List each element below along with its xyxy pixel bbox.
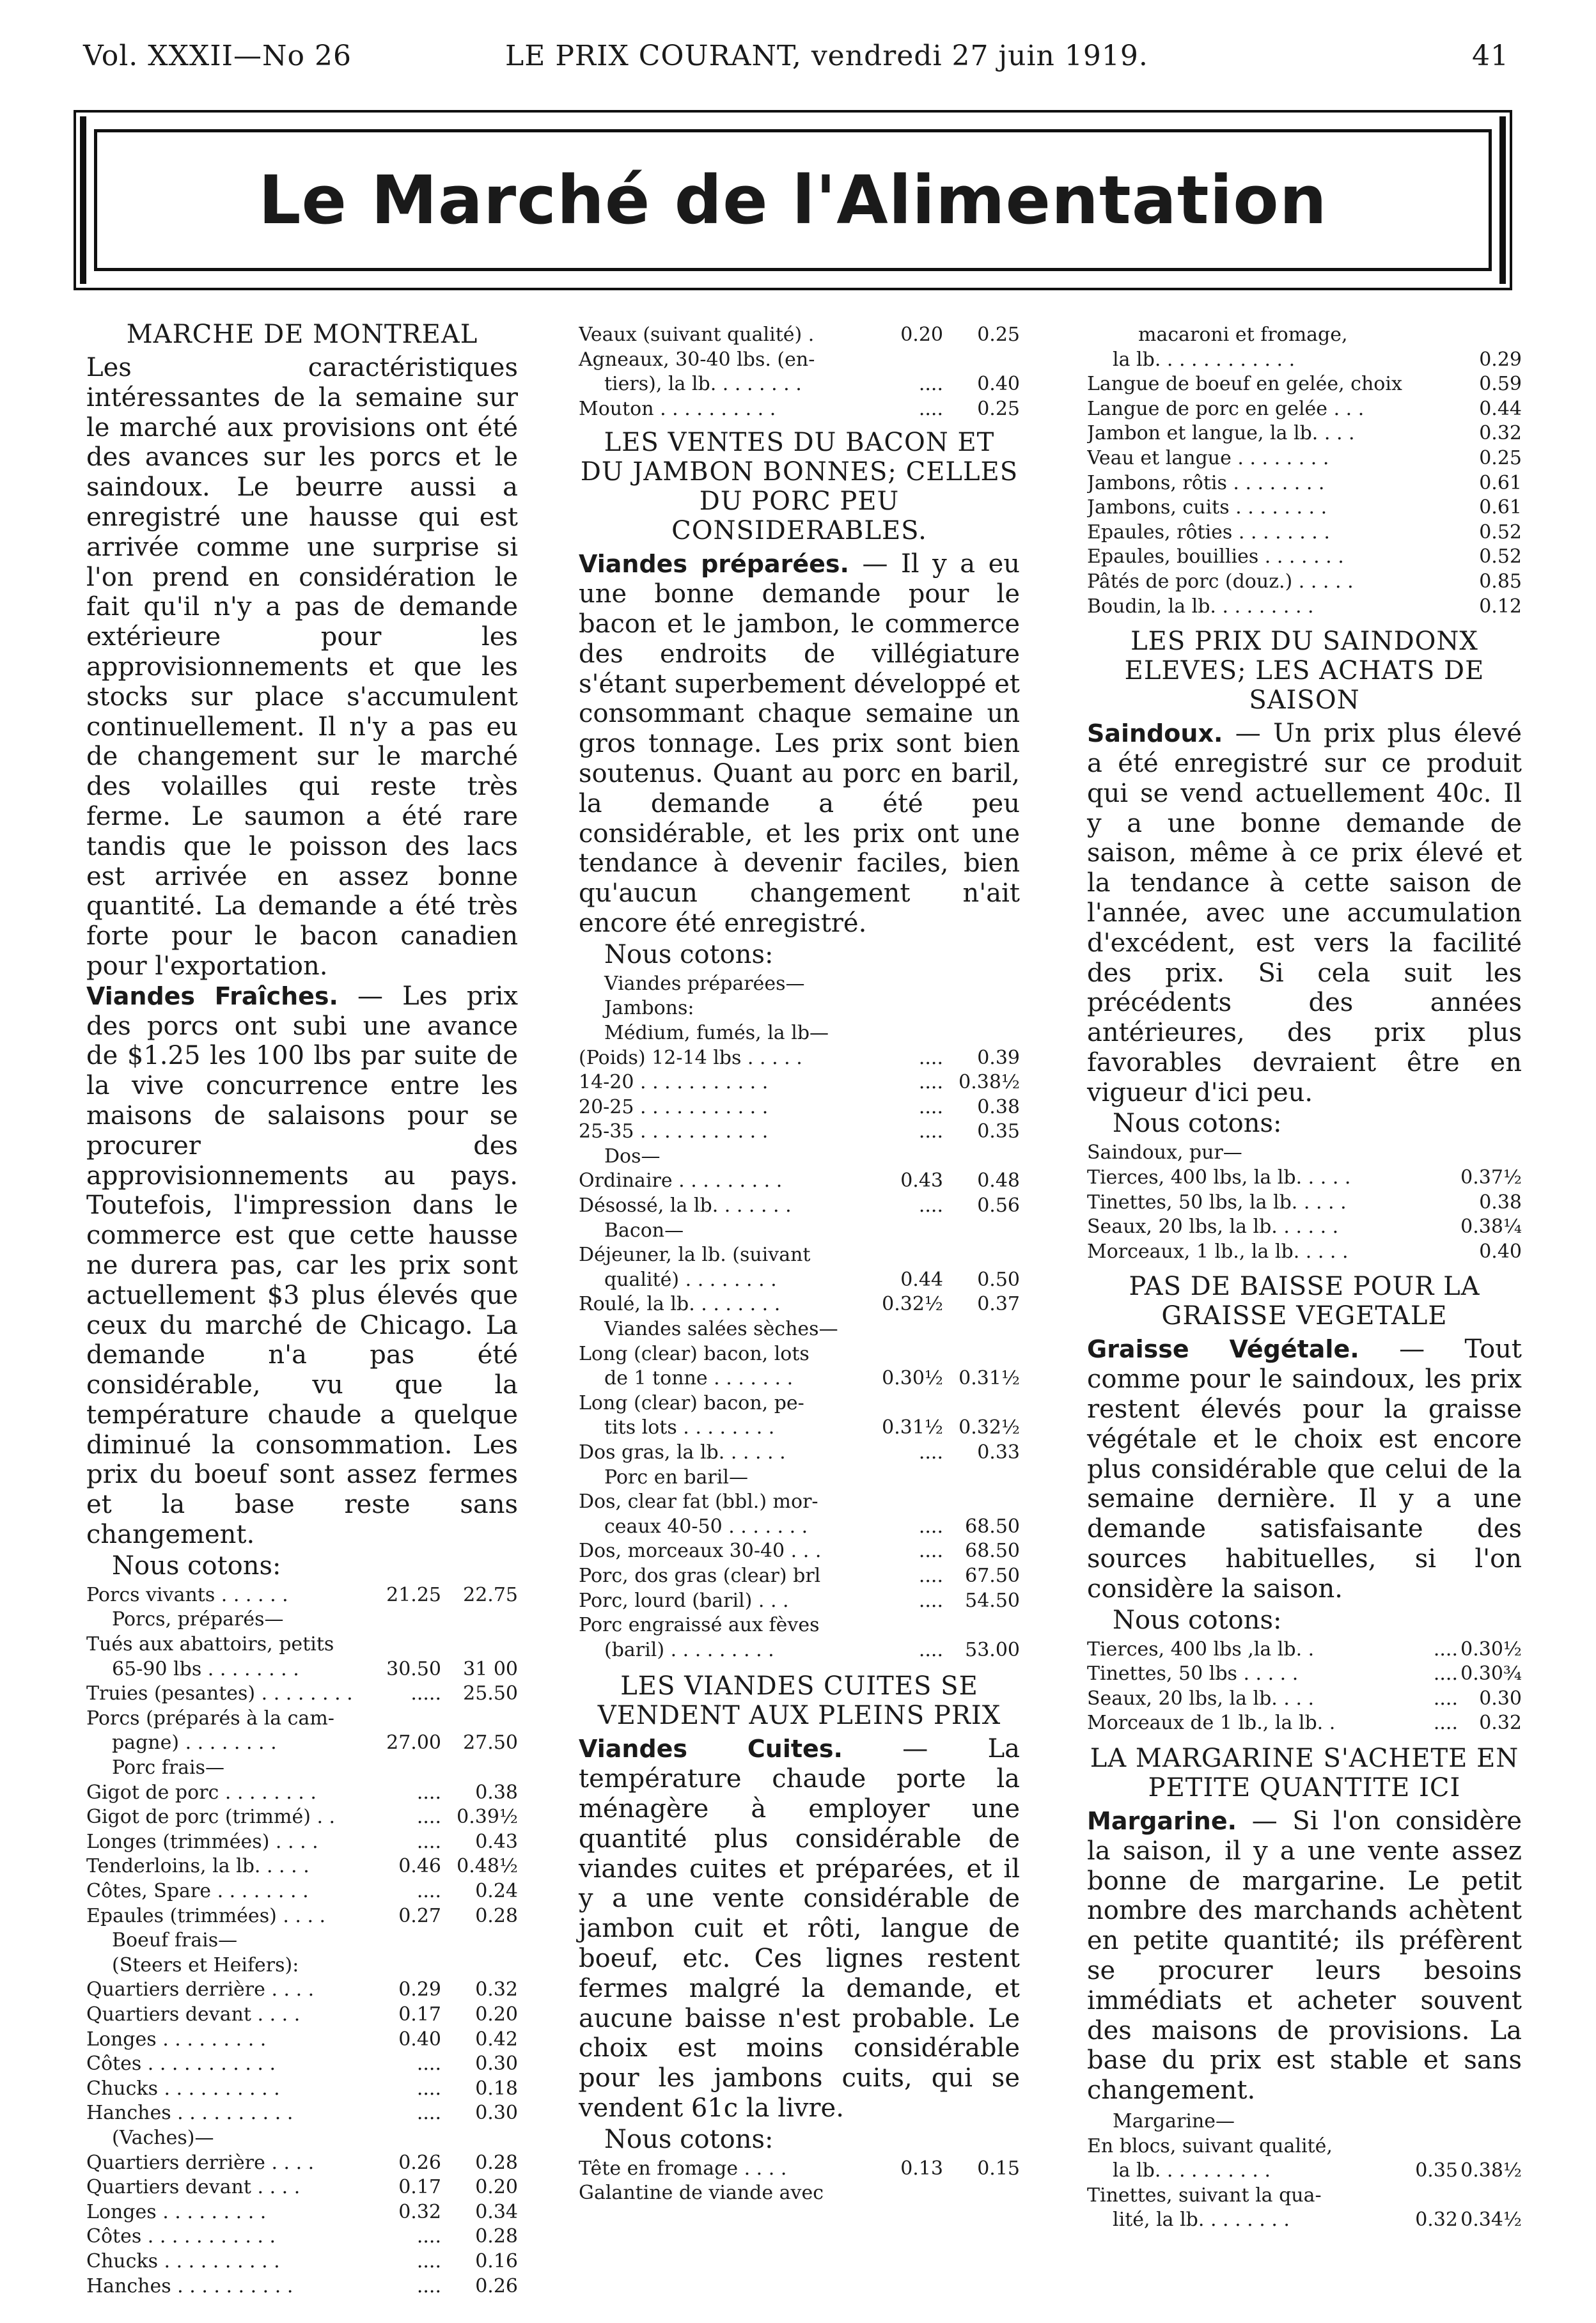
price-row: Veau et langue . . . . . . . . 0.25 [1087,446,1522,469]
price-row: Côtes . . . . . . . . . . . .... 0.28 [86,2225,518,2248]
price-row: Jambons, rôtis . . . . . . . . 0.61 [1087,471,1522,494]
price-row: Mouton . . . . . . . . . . .... 0.25 [579,397,1020,420]
price-subheading: Tués aux abattoirs, petits [86,1633,334,1656]
price-row: Seaux, 20 lbs, la lb. . . . .... 0.30 [1087,1687,1522,1710]
price-row: Tinettes, 50 lbs . . . . . .... 0.30¾ [1087,1662,1522,1686]
price-row: Boudin, la lb. . . . . . . . . 0.12 [1087,595,1522,618]
price-row: ceaux 40-50 . . . . . . . .... 68.50 [604,1515,1020,1538]
journal-date: LE PRIX COURANT, vendredi 27 juin 1919. [505,40,1148,72]
price-subheading: Porc engraissé aux fèves [579,1614,820,1637]
price-row: Roulé, la lb. . . . . . . . 0.32½ 0.37 [579,1293,1020,1316]
headline: MARCHE DE MONTREAL [126,320,478,349]
price-row: Gigot de porc . . . . . . . . .... 0.38 [86,1781,518,1804]
price-subheading: Porc en baril— [604,1466,748,1489]
price-row: tiers), la lb. . . . . . . . .... 0.40 [604,373,1020,396]
price-subheading: Porcs (préparés à la cam- [86,1707,334,1730]
price-row: Morceaux, 1 lb., la lb. . . . . 0.40 [1087,1240,1522,1263]
price-row: Côtes, Spare . . . . . . . . .... 0.24 [86,1880,518,1902]
paragraph-lead: Saindoux. [1087,719,1223,748]
price-row: lité, la lb. . . . . . . . 0.32 0.34½ [1113,2209,1522,2232]
price-row: Langue de porc en gelée . . . 0.44 [1087,397,1522,420]
banner-rule-left [80,116,86,284]
price-row: (baril) . . . . . . . . . .... 53.00 [604,1638,1020,1661]
price-subheading: Agneaux, 30-40 lbs. (en- [579,348,815,371]
headline: LES VIANDES CUITES SE VENDENT AUX PLEINS PRIX [597,1671,1001,1731]
price-subheading: (Vaches)— [112,2126,214,2149]
price-row: Ordinaire . . . . . . . . . 0.43 0.48 [579,1169,1020,1193]
price-row: Jambon et langue, la lb. . . . 0.32 [1087,422,1522,445]
price-row: (Poids) 12-14 lbs . . . . . .... 0.39 [579,1046,1020,1069]
price-subheading: macaroni et fromage, [1138,324,1348,346]
price-row: Tierces, 400 lbs, la lb. . . . . 0.37½ [1087,1166,1522,1189]
price-row: Désossé, la lb. . . . . . . .... 0.56 [579,1194,1020,1217]
price-row: 14-20 . . . . . . . . . . . .... 0.38½ [579,1071,1020,1094]
price-subheading: Boeuf frais— [112,1929,238,1952]
price-row: Quartiers devant . . . . 0.17 0.20 [86,2176,518,2199]
quote-heading: Nous cotons: [1113,1109,1282,1139]
paragraph: Margarine. — Si l'on considère la saison, il y a une vente assez bonne de margarine. Le petit nombre des marchands achètent en petite quantité; ils préfèrent se procurer leurs besoins immédiats et acheter souvent des maisons de provisions. La base du prix est stable et sans changement. [1087,1806,1522,2106]
price-subheading: Médium, fumés, la lb— [604,1021,829,1044]
volume-number: Vol. XXXII—No 26 [83,40,352,72]
price-row: 20-25 . . . . . . . . . . . .... 0.38 [579,1095,1020,1118]
price-row: Quartiers devant . . . . 0.17 0.20 [86,2003,518,2026]
price-row: Tête en fromage . . . . 0.13 0.15 [579,2157,1020,2180]
price-row: pagne) . . . . . . . . 27.00 27.50 [112,1732,518,1755]
price-subheading: Galantine de viande avec [579,2182,824,2205]
price-row: Hanches . . . . . . . . . . .... 0.26 [86,2274,518,2297]
price-row: la lb. . . . . . . . . . 0.35 0.38½ [1113,2159,1522,2182]
price-row: Tenderloins, la lb. . . . . 0.46 0.48½ [86,1855,518,1878]
price-subheading: Déjeuner, la lb. (suivant [579,1244,811,1267]
quote-heading: Nous cotons: [604,939,774,969]
quote-heading: Nous cotons: [112,1551,281,1581]
price-row: Epaules (trimmées) . . . . 0.27 0.28 [86,1904,518,1927]
price-row: Quartiers derrière . . . . 0.26 0.28 [86,2151,518,2174]
banner-frame [94,129,1492,271]
paragraph: Les caractéristiques intéressantes de la semaine sur le marché aux provisions ont été des avances sur les porcs et le saindoux. Le beurre aussi a enregistré une hausse qui est arrivée comme une surprise si l'on prend en considération le fait qu'il n'y a pas de demande extérieure pour les approvisionnements et que les stocks sur place s'accumulent continuellement. Il n'y a pas eu de changement sur le marché des volailles qui reste très ferme. Le saumon a été rare tandis que le poisson des lacs est arrivée en assez bonne quantité. La demande a été très forte pour le bacon canadien pour l'exportation. [86,353,518,981]
price-subheading: Viandes préparées— [604,972,805,995]
price-row: Langue de boeuf en gelée, choix 0.59 [1087,373,1522,396]
price-row: Morceaux de 1 lb., la lb. . .... 0.32 [1087,1712,1522,1735]
paragraph: Viandes Cuites. — La température chaude porte la ménagère à employer une quantité plus considérable de viandes cuites et préparées, et il y a une vente considérable de jambon cuit et rôti, langue de boeuf, etc. Ces lignes restent fermes malgré la demande, et aucune baisse n'est probable. Le choix est moins considérable pour les jambons cuits, qui se vendent 61c la livre. [579,1734,1021,2123]
price-subheading: Dos, clear fat (bbl.) mor- [579,1490,818,1513]
price-row: Quartiers derrière . . . . 0.29 0.32 [86,1978,518,2001]
paragraph-lead: Margarine. [1087,1807,1237,1835]
quote-heading: Nous cotons: [1113,1605,1282,1635]
section-banner [74,110,1512,290]
section-title: Le Marché de l'Alimentation [258,161,1327,239]
price-subheading: Bacon— [604,1219,684,1242]
price-row: Seaux, 20 lbs, la lb. . . . . . 0.38¼ [1087,1216,1522,1239]
paragraph-lead: Viandes Cuites. [579,1735,843,1764]
price-subheading: Porc frais— [112,1756,225,1779]
price-row: de 1 tonne . . . . . . . 0.30½ 0.31½ [604,1367,1020,1390]
price-subheading: Porcs, préparés— [112,1608,284,1631]
price-row: Longes . . . . . . . . . 0.40 0.42 [86,2028,518,2051]
paragraph: Viandes Fraîches. — Les prix des porcs ont subi une avance de $1.25 les 100 lbs par suite de la vive concurrence entre les maisons de salaisons pour se procurer des approvisionnements au pays. Toutefois, l'impression dans le commerce est que cette hausse ne durera pas, car les prix sont actuellement $3 plus élevés que ceux du marché de Chicago. La demande n'a pas été considérable, vu que la température chaude a quelque diminué la consommation. Les prix du boeuf sont assez fermes et la base reste sans changement. [86,981,519,1550]
price-row: Epaules, bouillies . . . . . . . 0.52 [1087,545,1522,568]
page-number: 41 [1472,40,1509,72]
price-subheading: Long (clear) bacon, lots [579,1342,810,1365]
price-list [86,1583,518,2299]
headline: PAS DE BAISSE POUR LA GRAISSE VEGETALE [1129,1272,1480,1331]
price-row: tits lots . . . . . . . . 0.31½ 0.32½ [604,1416,1020,1439]
price-subheading: Margarine— [1113,2109,1235,2132]
price-row: Dos gras, la lb. . . . . . .... 0.33 [579,1441,1020,1464]
headline: LA MARGARINE S'ACHETE EN PETITE QUANTITE ICI [1090,1744,1519,1803]
quote-heading: Nous cotons: [604,2124,774,2154]
price-subheading: En blocs, suivant qualité, [1087,2134,1333,2157]
column-2 [579,323,1020,2206]
price-row: Hanches . . . . . . . . . . .... 0.30 [86,2102,518,2125]
price-row: Tierces, 400 lbs ,la lb. . .... 0.30½ [1087,1638,1522,1661]
banner-rule-right [1499,116,1506,284]
paragraph: Graisse Végétale. — Tout comme pour le saindoux, les prix restent élevés pour la graisse végétale et le choix est encore plus considérable que celui de la semaine dernière. Il y a une demande satisfaisante des sources habituelles, si l'on considère la saison. [1087,1334,1522,1604]
price-row: Tinettes, 50 lbs, la lb. . . . . 0.38 [1087,1191,1522,1214]
column-3 [1087,323,1522,2233]
price-row: Dos, morceaux 30-40 . . . .... 68.50 [579,1540,1020,1563]
price-row: Longes (trimmées) . . . . .... 0.43 [86,1830,518,1853]
price-row: Gigot de porc (trimmé) . . .... 0.39½ [86,1806,518,1829]
headline: LES VENTES DU BACON ET DU JAMBON BONNES; CELLES DU PORC PEU CONSIDERABLES. [580,428,1019,546]
price-subheading: Long (clear) bacon, pe- [579,1391,804,1414]
price-row: Porc, dos gras (clear) brl .... 67.50 [579,1564,1020,1587]
price-subheading: Tinettes, suivant la qua- [1087,2184,1322,2207]
running-header [83,40,1509,78]
price-row: la lb. . . . . . . . . . . . 0.29 [1113,348,1522,371]
price-row: Epaules, rôties . . . . . . . . 0.52 [1087,520,1522,544]
price-row: Chucks . . . . . . . . . . .... 0.16 [86,2249,518,2272]
price-row: Porc, lourd (baril) . . . .... 54.50 [579,1589,1020,1612]
price-row: Côtes . . . . . . . . . . . .... 0.30 [86,2053,518,2076]
price-subheading: Saindoux, pur— [1087,1141,1242,1164]
price-row: Chucks . . . . . . . . . . .... 0.18 [86,2077,518,2100]
price-subheading: Viandes salées sèches— [604,1318,838,1341]
price-subheading: Dos— [604,1145,661,1168]
price-row: 25-35 . . . . . . . . . . . .... 0.35 [579,1120,1020,1143]
paragraph-lead: Graisse Végétale. [1087,1335,1359,1364]
paragraph: Viandes préparées. — Il y a eu une bonne demande pour le bacon et le jambon, le commerce des endroits de villégiature s'étant superbement développé et consommant chaque semaine un gros tonnage. Les prix sont bien soutenus. Quant au porc en baril, la demande a été peu considérable, et les prix ont une tendance à devenir faciles, bien qu'aucun changement n'ait encore été enregistré. [579,549,1021,938]
price-subheading: (Steers et Heifers): [112,1953,299,1976]
price-row: Veaux (suivant qualité) . 0.20 0.25 [579,324,1020,346]
price-subheading: Jambons: [604,997,694,1020]
price-row: 65-90 lbs . . . . . . . . 30.50 31 00 [112,1657,518,1680]
paragraph-lead: Viandes préparées. [579,550,849,579]
column-1 [86,320,518,2299]
headline: LES PRIX DU SAINDONX ELEVES; LES ACHATS DE SAISON [1124,627,1485,716]
paragraph: Saindoux. — Un prix plus élevé a été enregistré sur ce produit qui se vend actuellement 40c. Il y a une bonne demande de saison, même à ce prix élevé et la tendance à cette saison de l'année, avec une accumulation d'excédent, est vers la facilité des prix. Si cela suit les précédents des années antérieures, des prix plus favorables devraient être en vigueur d'ici peu. [1087,719,1522,1107]
price-row: Porcs vivants . . . . . . 21.25 22.75 [86,1583,518,1606]
price-row: qualité) . . . . . . . . 0.44 0.50 [604,1268,1020,1291]
price-row: Jambons, cuits . . . . . . . . 0.61 [1087,496,1522,519]
paragraph-lead: Viandes Fraîches. [86,982,338,1010]
price-row: Pâtés de porc (douz.) . . . . . 0.85 [1087,570,1522,593]
price-row: Truies (pesantes) . . . . . . . . ..... 25.50 [86,1682,518,1705]
price-row: Longes . . . . . . . . . 0.32 0.34 [86,2200,518,2223]
